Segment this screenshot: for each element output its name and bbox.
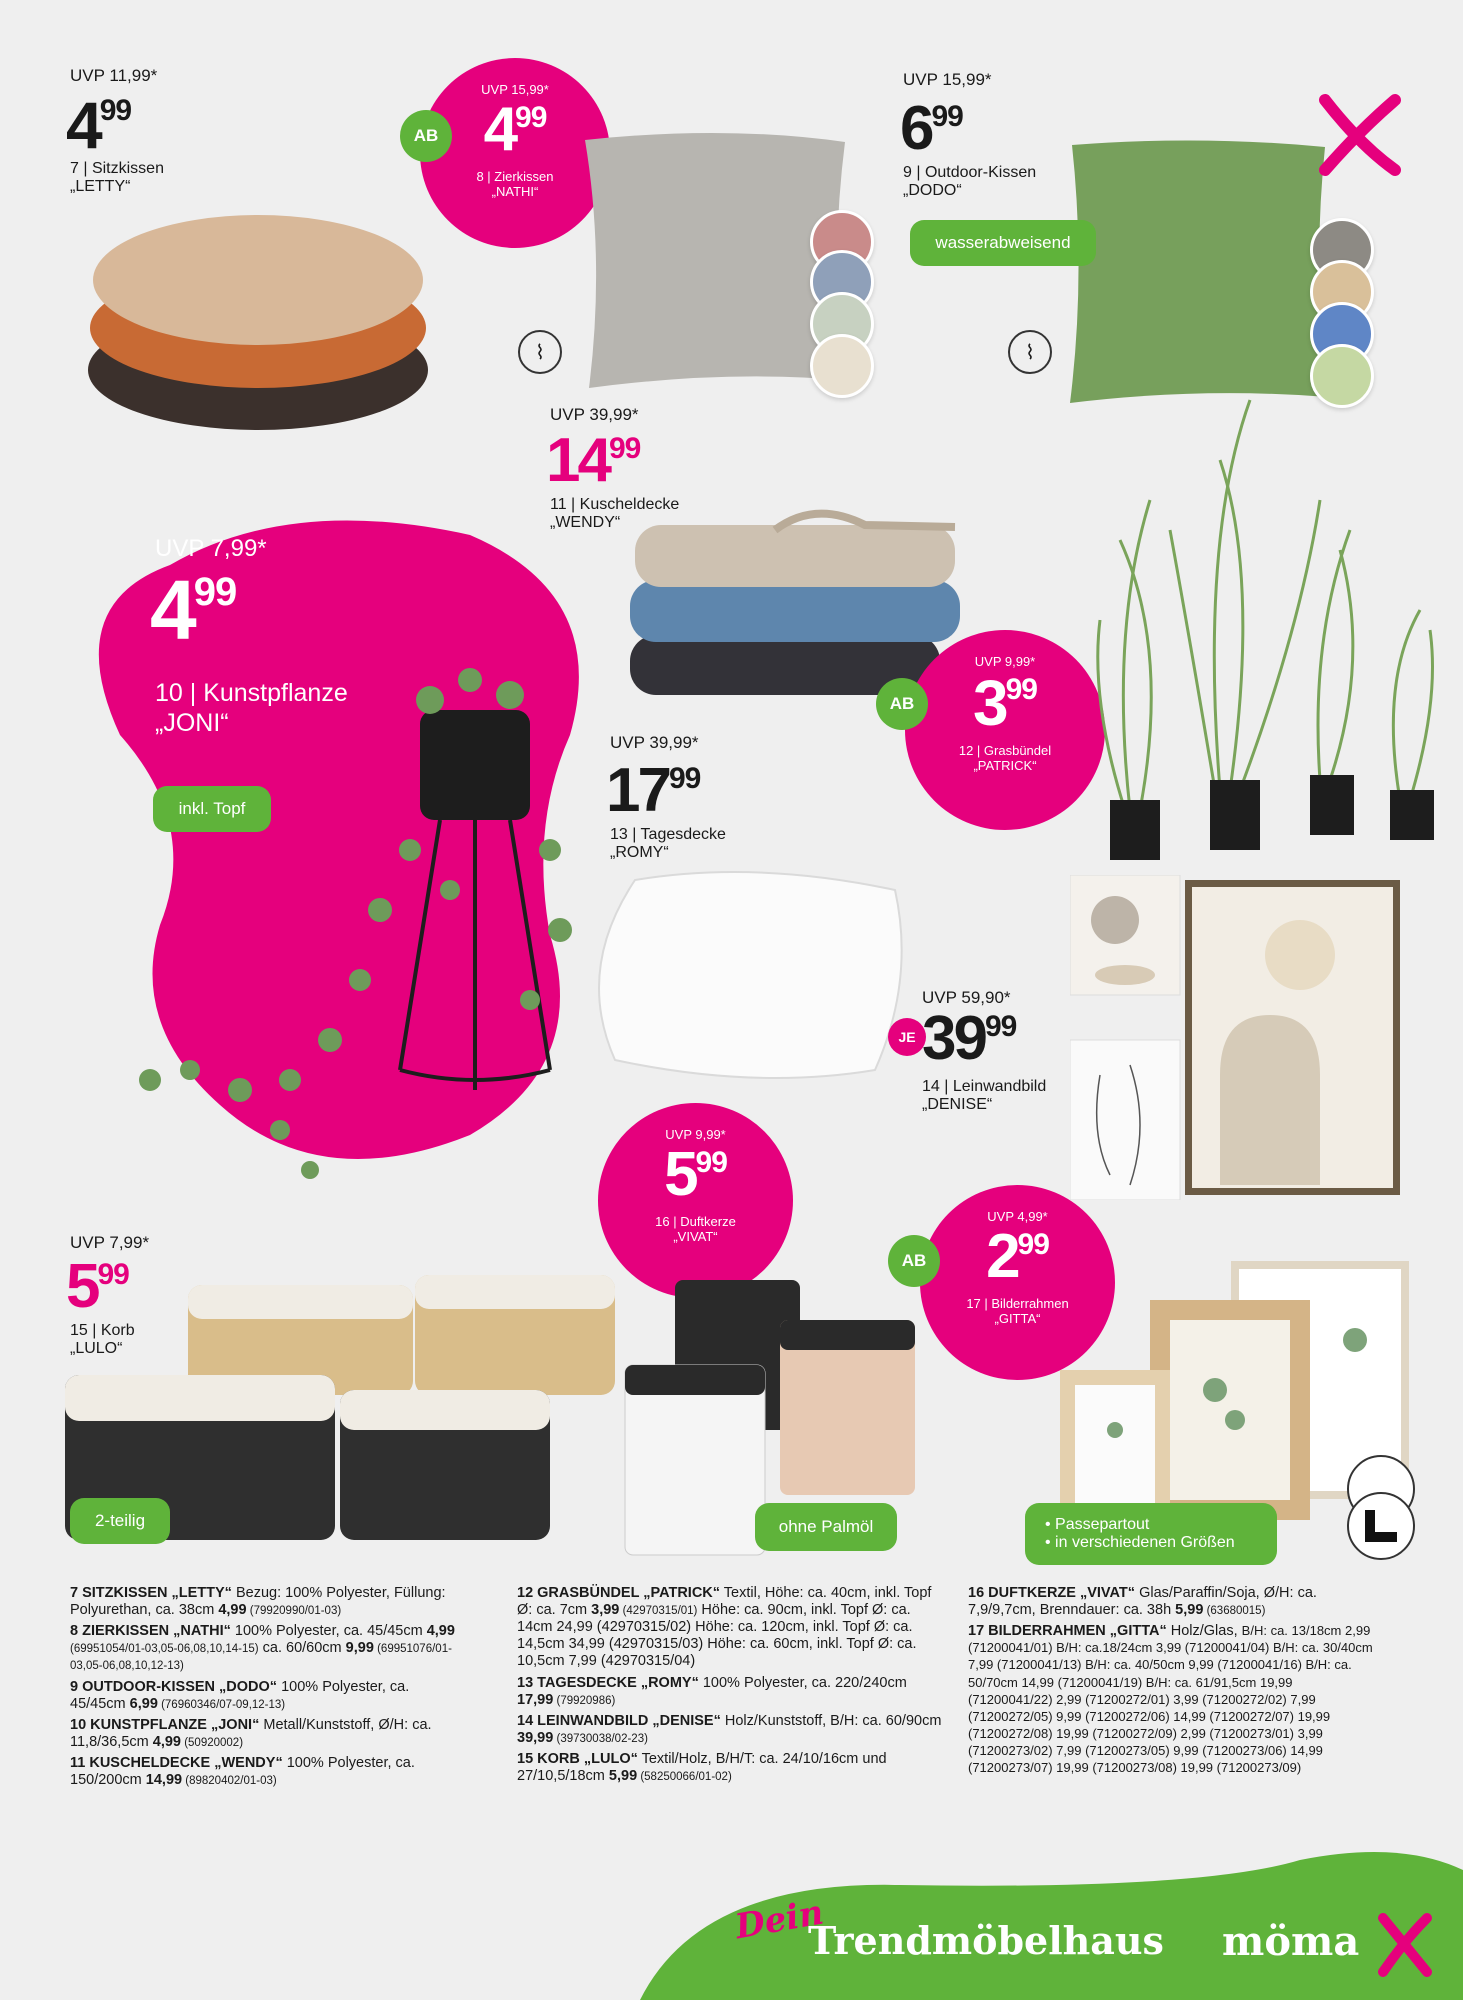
artificial-plant-image <box>130 650 590 1210</box>
nathi-price-circle: UVP 15,99* 4 99 8 | Zierkissen „NATHI“ <box>420 58 610 248</box>
patrick-ab-badge: AB <box>876 678 928 730</box>
footer-slogan: Trendmöbelhaus <box>808 1918 1164 1963</box>
detail-dodo: 9 OUTDOOR-KISSEN „DODO“ 100% Polyester, ca. 45/45cm 6,99 (76960346/07-09,12-13) <box>70 1678 410 1712</box>
joni-uvp: UVP 7,99* <box>155 535 267 562</box>
zwei-teilig-pill: 2-teilig <box>70 1498 170 1544</box>
details-column-1 <box>70 1585 465 1793</box>
denise-uvp: UVP 59,90* <box>922 988 1011 1007</box>
swatch-cream[interactable] <box>810 334 874 398</box>
denise-price: 39 99 <box>922 1004 1017 1073</box>
footer-brand: möma <box>1222 1918 1360 1965</box>
momax-x-logo <box>1315 90 1405 180</box>
footer-dein: Dein <box>732 1892 827 1948</box>
seat-cushion-image <box>78 200 438 440</box>
patrick-price-circle: UVP 9,99* 3 99 12 | Grasbündel „PATRICK“ <box>905 630 1105 830</box>
lulo-name: 15 | Korb „LULO“ <box>70 1322 135 1358</box>
denise-name: 14 | Leinwandbild „DENISE“ <box>922 1078 1047 1114</box>
footer-brand-x-icon <box>1375 1910 1435 1980</box>
detail-lulo: 15 KORB „LULO“ Textil/Holz, B/H/T: ca. 24/10/16cm und 27/10,5/18cm 5,99 (58250066/01-02) <box>517 1750 887 1785</box>
canvas-prints-image <box>1070 875 1400 1200</box>
ohne-palmoel-pill: ohne Palmöl <box>755 1503 897 1551</box>
letty-price: 4 99 <box>66 88 132 162</box>
lulo-uvp: UVP 7,99* <box>70 1233 150 1252</box>
joni-price: 4 99 <box>150 563 237 657</box>
dodo-uvp: UVP 15,99* <box>903 70 992 89</box>
romy-uvp: UVP 39,99* <box>610 733 699 752</box>
wendy-uvp: UVP 39,99* <box>550 405 639 424</box>
bedspread-image <box>575 850 935 1100</box>
detail-joni: 10 KUNSTPFLANZE „JONI“ Metall/Kunststoff, Ø/H: ca. 11,8/36,5cm 4,99 (50920002) <box>70 1716 432 1750</box>
detail-patrick: 12 GRASBÜNDEL „PATRICK“ Textil, Höhe: ca. 40cm, inkl. Topf Ø: ca. 7cm 3,99 (42970315/01) Höhe: ca. 90cm, inkl. Topf Ø: ca. 14cm 24,99 (42970315/02) Höhe: ca. 120cm, inkl. Topf Ø: ca. 14,5cm 34,99 (42970315/03) Höhe: ca. 60cm, inkl. Topf Ø: ca. 10,5cm 7,99 (42970315/04) <box>517 1585 932 1670</box>
dodo-price: 6 99 <box>900 94 963 163</box>
romy-price: 17 99 <box>606 756 701 825</box>
detail-gitta: 17 BILDERRAHMEN „GITTA“ Holz/Glas, B/H: ca. 13/18cm 2,99 (71200041/01) B/H: ca.18/24cm 3,99 (71200041/04) B/H: ca. 30/40cm 7,99 (71200041/13) B/H: ca. 40/50cm 9,99 (71200041/16) B/H: ca. 50/70cm 14,99 (71200041/19) B/H: ca. 61/91,5cm 19,99 (71200041/22) 2,99 (71200272/01) 3,99 (71200272/02) 7,99 (71200272/05) 9,99 (71200272/06) 14,99 (71200272/07) 19,99 (71200272/08) 19,99 (71200272/09) 2,99 (71200273/01) 3,99 (71200273/02) 7,99 (71200273/05) 9,99 (71200273/06) 14,99 (71200273/07) 19,99 (71200273/08) 19,99 (71200273/09) <box>968 1623 1373 1776</box>
wendy-name: 11 | Kuscheldecke „WENDY“ <box>550 496 680 532</box>
blanket-stack-image <box>625 495 965 705</box>
inkl-topf-pill: inkl. Topf <box>153 786 271 832</box>
zipper-icon: ⌇ <box>518 330 562 374</box>
details-column-2 <box>517 1585 942 1789</box>
detail-romy: 13 TAGESDECKE „ROMY“ 100% Polyester, ca. 220/240cm 17,99 (79920986) <box>517 1674 907 1708</box>
gitta-price-circle: UVP 4,99* 2 99 17 | Bilderrahmen „GITTA“ <box>920 1185 1115 1380</box>
outdoor-pillow-image <box>1060 135 1340 415</box>
frame-corner-black-icon <box>1347 1492 1415 1560</box>
joni-name: 10 | Kunstpflanze „JONI“ <box>155 679 348 737</box>
dodo-name: 9 | Outdoor-Kissen „DODO“ <box>903 164 1037 200</box>
detail-vivat: 16 DUFTKERZE „VIVAT“ Glas/Paraffin/Soja, Ø/H: ca. 7,9/9,7cm, Brenndauer: ca. 38h 5,99 (63680015) <box>968 1585 1317 1619</box>
lulo-price: 5 99 <box>66 1252 129 1321</box>
detail-letty: 7 SITZKISSEN „LETTY“ Bezug: 100% Polyester, Füllung: Polyurethan, ca. 38cm 4,99 (79920990/01-03) <box>70 1585 446 1619</box>
denise-je-badge: JE <box>888 1018 926 1056</box>
grass-bundle-image <box>1080 380 1460 870</box>
wendy-price: 14 99 <box>546 426 641 495</box>
wasserabweisend-pill: wasserabweisend <box>910 220 1096 266</box>
nathi-ab-badge: AB <box>400 110 452 162</box>
letty-uvp: UVP 11,99* <box>70 66 158 85</box>
gitta-ab-badge: AB <box>888 1235 940 1287</box>
detail-denise: 14 LEINWANDBILD „DENISE“ Holz/Kunststoff, B/H: ca. 60/90cm 39,99 (39730038/02-23) <box>517 1712 942 1746</box>
detail-wendy: 11 KUSCHELDECKE „WENDY“ 100% Polyester, ca. 150/200cm 14,99 (89820402/01-03) <box>70 1754 415 1789</box>
romy-name: 13 | Tagesdecke „ROMY“ <box>610 826 726 862</box>
letty-name: 7 | Sitzkissen „LETTY“ <box>70 160 164 196</box>
gitta-features-pill: • Passepartout • in verschiedenen Größen <box>1025 1503 1277 1565</box>
zipper-icon-2: ⌇ <box>1008 330 1052 374</box>
details-column-3 <box>968 1585 1378 1781</box>
detail-nathi: 8 ZIERKISSEN „NATHI“ 100% Polyester, ca. 45/45cm 4,99 (69951054/01-03,05-06,08,10,14-15) ca. 60/60cm 9,99 (69951076/01-03,05-06,08,10,12-13) <box>70 1623 455 1673</box>
vivat-price-circle: UVP 9,99* 5 99 16 | Duftkerze „VIVAT“ <box>598 1103 793 1298</box>
